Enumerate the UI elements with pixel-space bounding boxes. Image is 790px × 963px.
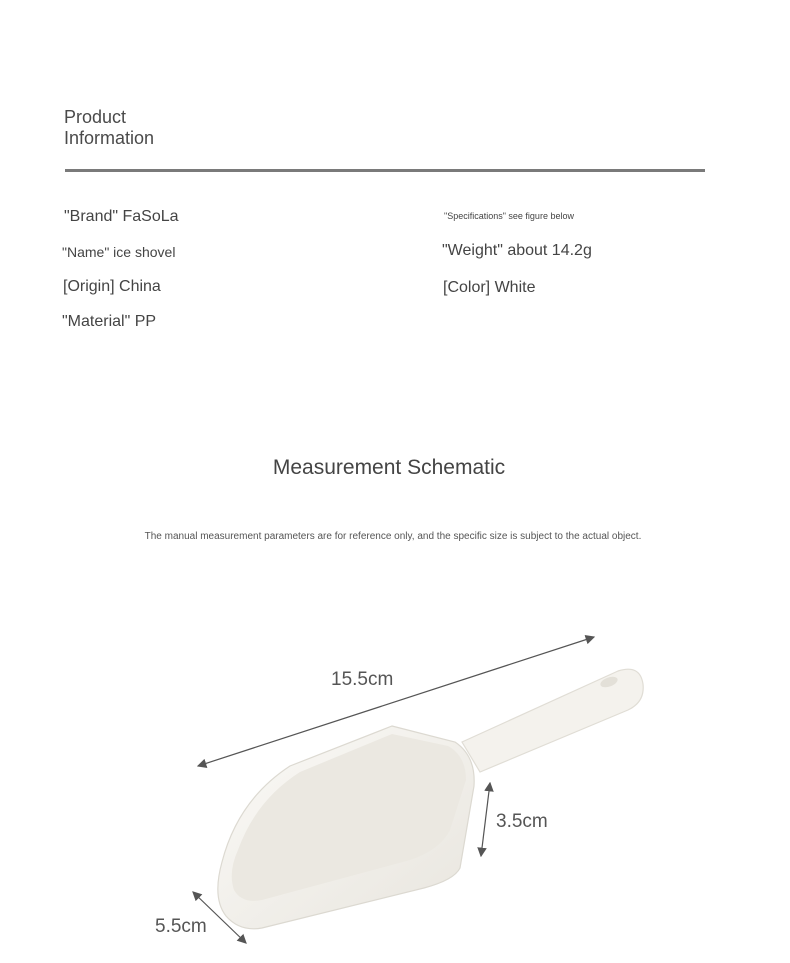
schematic-title: Measurement Schematic [272, 456, 506, 479]
section-title: Product Information [64, 107, 155, 148]
spec-origin: [Origin] China [63, 278, 161, 295]
title-divider [65, 169, 705, 172]
schematic-disclaimer: The manual measurement parameters are for reference only, and the specific size is subject to the actual object. [144, 531, 642, 542]
height-arrow [481, 783, 490, 856]
spec-material: "Material" PP [62, 313, 157, 330]
dimension-length-label: 15.5cm [331, 669, 394, 690]
ice-scoop-illustration [0, 600, 790, 963]
spec-name: "Name" ice shovel [62, 244, 176, 260]
scoop-handle [462, 669, 643, 772]
spec-color: [Color] White [443, 279, 536, 296]
dimension-height-label: 3.5cm [496, 811, 548, 832]
spec-specifications: "Specifications" see figure below [444, 211, 574, 221]
dimension-width-label: 5.5cm [155, 916, 207, 937]
spec-weight: "Weight" about 14.2g [442, 242, 592, 259]
spec-brand: "Brand" FaSoLa [64, 208, 179, 225]
